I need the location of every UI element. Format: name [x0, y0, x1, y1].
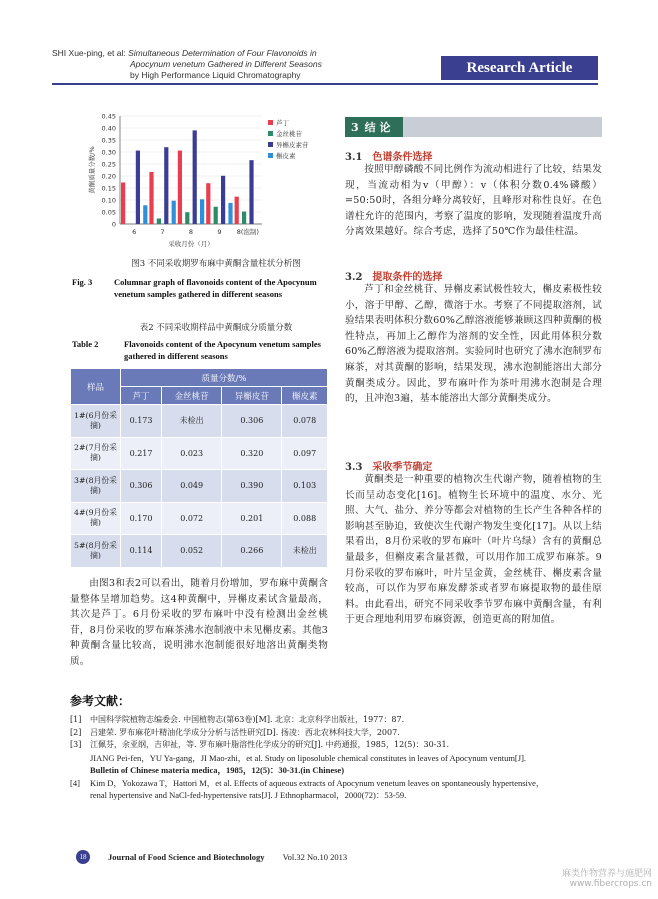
legend-label: 槲皮素 [276, 152, 296, 160]
bar-槲皮素 [172, 201, 176, 224]
y-tick-label: 0.30 [101, 148, 116, 157]
subsection-title: 采收季节确定 [372, 462, 433, 473]
table-caption-en-label: Table 2 [72, 339, 99, 349]
legend-label: 金丝桃苷 [276, 130, 302, 138]
subsection-number: 3.1 [345, 152, 363, 163]
reference-text: 江佩芬，余亚纲，吉卯祉，等. 罗布麻叶脂溶性化学成分的研究[J]. 中药通报，1985，12(5)：30-31. [90, 740, 450, 749]
table-cell: 0.097 [282, 437, 328, 470]
watermark [528, 866, 652, 889]
table-cell: 0.072 [162, 502, 222, 535]
reference-text: renal hypertensive and NaCl-fed-hypertensive rats[J]. J Ethnopharmacol，2000(72)：53-59. [90, 790, 407, 800]
flavonoid-bar-chart [80, 106, 348, 264]
bar-异槲皮素苷 [221, 176, 225, 224]
x-tick-label: 9 [217, 228, 222, 236]
x-tick-label: 8(泡制) [236, 228, 259, 236]
legend-swatch [268, 153, 273, 158]
reference-text: JIANG Pei-fen，YU Ya-gang，JI Mao-zhi，et al. Study on liposoluble chemical constitutes in leaves of Apocynum ventum[J]. [90, 752, 527, 763]
table-row-label: 1#(6月份采摘) [71, 405, 121, 438]
header-rule [52, 83, 598, 85]
subsection-3-3-heading [345, 458, 432, 473]
table-cell: 0.201 [222, 502, 282, 535]
bar-槲皮素 [228, 203, 232, 224]
y-tick-label: 0.35 [101, 136, 116, 145]
reference-number: [2] [70, 727, 82, 737]
bar-芦丁 [149, 172, 153, 224]
legend-label: 异槲皮素苷 [276, 141, 309, 149]
reference-number: [4] [70, 777, 80, 788]
bar-异槲皮素苷 [249, 160, 253, 224]
bar-芦丁 [121, 182, 125, 224]
discussion-paragraph: 由图3和表2可以看出，随着月份增加，罗布麻中黄酮含量整体呈增加趋势。这4种黄酮中，异槲皮素试含量最高，其次是芦丁。6月份采收的罗布麻叶中没有检测出金丝桃苷，8月份采收的罗布麻茶沸水泡制液中未见槲皮素。其他3种黄酮含量比较高，说明沸水泡制能很好地溶出黄酮类物质。 [70, 578, 328, 667]
subsection-3-1-text: 按照甲醇磷酸不同比例作为流动相进行了比较，结果发现，当流动相为v（甲醇）：v（体积分数0.4%磷酸）=50:50时，各组分峰分离较好，且峰形对称性良好。在色谱柱允许的范围内，考察了温度的影响，发现随着温度升高分离效果越好。综合考虑，选择了50℃作为最佳柱温。 [345, 164, 602, 238]
x-tick-label: 8 [188, 228, 194, 236]
table-cell: 0.170 [121, 502, 162, 535]
bar-金丝桃苷 [157, 218, 161, 224]
bar-异槲皮素苷 [193, 130, 197, 224]
watermark-url: www.fibercrops.cn [569, 879, 652, 889]
header-title-line1: Simultaneous Determination of Four Flavonoids in [128, 48, 317, 58]
table-row-label: 3#(8月份采摘) [71, 470, 121, 503]
section-banner-label [345, 117, 403, 137]
table-caption-en [72, 338, 334, 362]
reference-item [70, 777, 600, 790]
flavonoid-table [70, 368, 328, 568]
references-list [70, 714, 600, 802]
x-tick-label: 7 [160, 228, 165, 236]
bar-异槲皮素苷 [164, 147, 168, 224]
y-tick-label: 0 [111, 220, 116, 229]
y-tick-label: 0.15 [101, 184, 116, 193]
reference-number [70, 789, 90, 802]
reference-item [70, 789, 600, 802]
subsection-3-2-heading [345, 268, 442, 283]
table-cell: 0.306 [222, 405, 282, 438]
reference-item [70, 752, 600, 765]
table-cell: 0.217 [121, 437, 162, 470]
table-cell: 0.088 [282, 502, 328, 535]
reference-text: 中国科学院植物志编委会. 中国植物志(第63卷)[M]. 北京：北京科学出版社，1977：87. [90, 715, 405, 724]
table-cell: 0.078 [282, 405, 328, 438]
table-col-header: 芦丁 [121, 387, 162, 405]
bar-金丝桃苷 [185, 212, 189, 224]
table-row-label: 4#(9月份采摘) [71, 502, 121, 535]
bar-异槲皮素苷 [136, 151, 140, 224]
bar-芦丁 [178, 151, 182, 224]
reference-text: 吕建荣. 罗布麻花叶精油化学成分分析与活性研究[D]. 扬凌：西北农林科技大学，2007. [90, 727, 400, 737]
watermark-cn: 麻类作物营养与施肥网 [561, 869, 652, 879]
table-col-header: 槲皮素 [282, 387, 328, 405]
table-cell: 未检出 [162, 405, 222, 438]
table-cell: 0.049 [162, 470, 222, 503]
table-row-label: 2#(7月份采摘) [71, 437, 121, 470]
table-caption-cn: 表2 不同采收期样品中黄酮成分质量分数 [139, 323, 293, 333]
y-tick-label: 0.20 [101, 172, 116, 181]
bar-金丝桃苷 [214, 207, 218, 224]
table-caption-en-text: Flavonoids content of the Apocynum venetum samples gathered in different seasons [124, 339, 321, 361]
y-tick-label: 0.25 [101, 160, 116, 169]
table-cell: 未检出 [282, 535, 328, 568]
subsection-3-1-heading [345, 148, 432, 163]
x-tick-label: 6 [132, 228, 137, 236]
header-authors: SHI Xue-ping, et al: [52, 48, 126, 58]
reference-text: Kim D，Yokozawa T，Hattori M，et al. Effects of aqueous extracts of Apocynum venetum leaves on spontaneously hypertensive， [90, 777, 545, 788]
table-row-label: 5#(8月份采摘) [71, 535, 121, 568]
figure-caption-en-text: Columnar graph of flavonoids content of the Apocynum venetum samples gathered in different seasons [114, 277, 317, 299]
reference-number: [3] [70, 740, 82, 749]
page-footer [76, 850, 347, 864]
bar-芦丁 [235, 197, 239, 224]
table-header-group: 质量分数/% [121, 369, 328, 387]
table-cell: 0.173 [121, 405, 162, 438]
table-cell: 0.052 [162, 535, 222, 568]
reference-item [70, 714, 600, 727]
table-row [71, 405, 328, 438]
subsection-3-2-text: 芦丁和金丝桃苷、异槲皮素试极性较大，槲皮素极性较小，溶于甲醇、乙醇，微溶于水。考察了不同提取溶剂，试验结果表明体积分数60%乙醇溶液能够兼顾这四种黄酮的极性特点，再加上乙醇作为溶剂的安全性，因此用体积分数60%乙醇溶液为提取溶剂。实验同时也研究了沸水泡制罗布麻茶，对其黄酮的影响，结果发现，沸水泡制能溶出大部分黄酮类成分。因此，罗布麻叶作为茶叶用沸水泡制是合理的，且冲泡3遍，基本能溶出大部分黄酮类成分。 [345, 284, 602, 405]
journal-volume: Vol.32 No.10 2013 [282, 852, 348, 862]
header-title-line3: by High Performance Liquid Chromatography [130, 70, 301, 80]
reference-number: [1] [70, 715, 82, 724]
y-axis-label: 黄酮质量分数/% [88, 146, 96, 194]
bar-芦丁 [206, 183, 210, 224]
y-tick-label: 0.05 [101, 208, 116, 217]
y-tick-label: 0.40 [101, 124, 116, 133]
reference-item [70, 764, 600, 777]
subsection-number: 3.3 [345, 462, 363, 473]
table-row [71, 535, 328, 568]
table-cell: 0.266 [222, 535, 282, 568]
table-header-sample: 样品 [71, 369, 121, 405]
bar-槲皮素 [143, 205, 147, 224]
journal-name: Journal of Food Science and Biotechnology [108, 852, 265, 862]
subsection-number: 3.2 [345, 272, 363, 283]
bar-金丝桃苷 [242, 212, 246, 224]
table-cell: 0.114 [121, 535, 162, 568]
reference-number [70, 752, 90, 765]
figure-caption-cn: 图3 不同采收期罗布麻中黄酮含量柱状分析图 [131, 259, 301, 269]
legend-label: 芦丁 [276, 119, 289, 127]
reference-item [70, 739, 600, 752]
bar-槲皮素 [200, 199, 204, 224]
section-banner [345, 117, 602, 137]
legend-swatch [268, 131, 273, 136]
x-axis-label: 采收月份（月） [168, 240, 214, 248]
article-type-badge: Research Article [441, 56, 598, 80]
section-number: 3 [351, 120, 359, 134]
table-cell: 0.306 [121, 470, 162, 503]
running-header [52, 48, 322, 81]
legend-swatch [268, 142, 273, 147]
figure-caption-en [72, 276, 330, 300]
y-tick-label: 0.45 [101, 112, 116, 121]
references-heading: 参考文献： [70, 694, 131, 708]
table-col-header: 金丝桃苷 [162, 387, 222, 405]
table-row [71, 470, 328, 503]
table-cell: 0.390 [222, 470, 282, 503]
table-col-header: 异槲皮苷 [222, 387, 282, 405]
table-cell: 0.103 [282, 470, 328, 503]
reference-text: Bulletin of Chinese materia medica，1985，12(5)：30-31.(in Chinese) [90, 765, 345, 775]
subsection-3-3-text: 黄酮类是一种重要的植物次生代谢产物，随着植物的生长而呈动态变化[16]。植物生长环境中的温度、水分、光照、大气、盐分、养分等都会对植物的生长产生各种各样的影响甚至胁迫，致使次生代谢产物发生变化[17]。从以上结果看出，8月份采收的罗布麻叶（叶片乌绿）含有的黄酮总量最多，但槲皮素含量甚微，可以用作加工成罗布麻茶。9月份采收的罗布麻叶，叶片呈金黄，金丝桃苷、槲皮素含量较高，可以作为罗布麻发酵茶或者罗布麻提取物的最佳原料。由此看出，研究不同采收季节罗布麻中黄酮含量，有利于更合理地利用罗布麻资源，创造更高的附加值。 [345, 474, 602, 626]
y-tick-label: 0.10 [101, 196, 116, 205]
table-row [71, 437, 328, 470]
section-title: 结 论 [364, 121, 391, 134]
table-cell: 0.023 [162, 437, 222, 470]
reference-item [70, 727, 600, 740]
page-number: 18 [76, 850, 90, 864]
subsection-title: 提取条件的选择 [372, 272, 443, 283]
legend-swatch [268, 120, 273, 125]
subsection-title: 色谱条件选择 [372, 152, 433, 163]
figure-caption-en-label: Fig. 3 [72, 277, 93, 287]
header-title-line2: Apocynum venetum Gathered in Different Seasons [130, 59, 322, 69]
reference-number [70, 764, 90, 777]
table-row [71, 502, 328, 535]
table-cell: 0.320 [222, 437, 282, 470]
